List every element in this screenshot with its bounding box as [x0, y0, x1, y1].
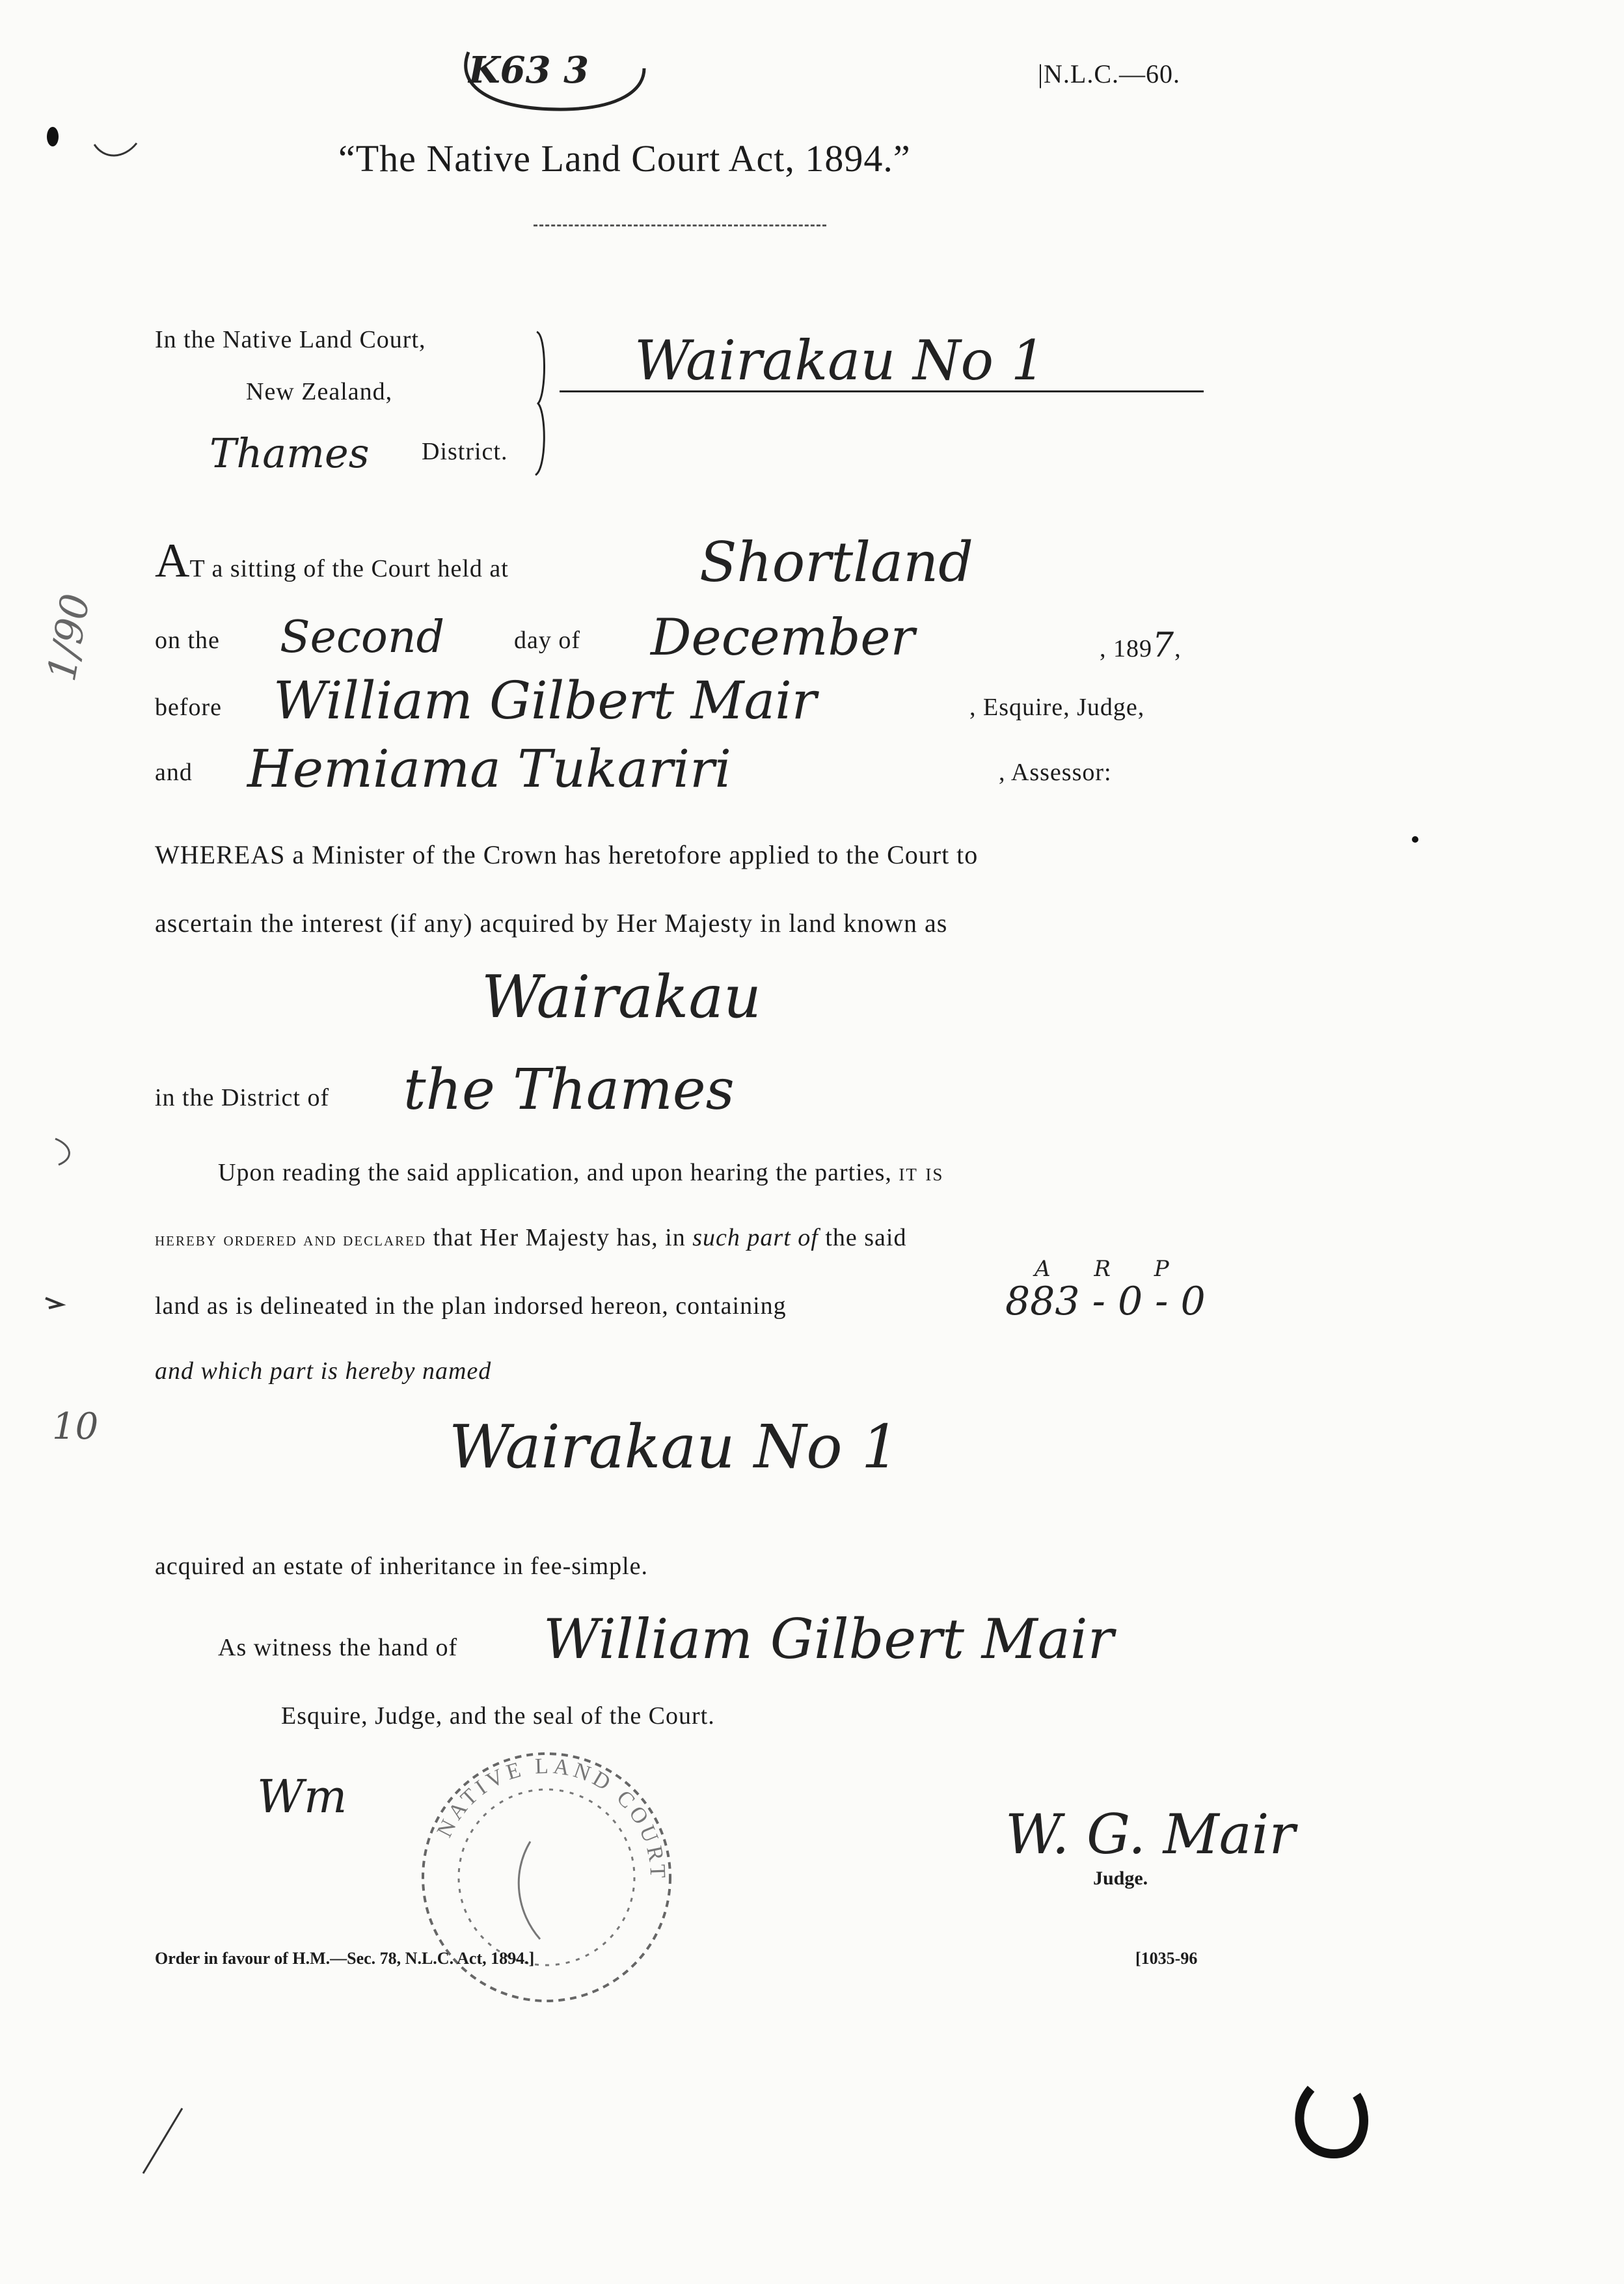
- initials-left: Wm: [257, 1770, 347, 1823]
- month-handwritten: December: [651, 608, 915, 667]
- reference-number: K63 3: [468, 49, 589, 92]
- and-label: and: [155, 759, 193, 786]
- page-title: “The Native Land Court Act, 1894.”: [338, 137, 911, 180]
- court-bracket: [530, 329, 556, 478]
- day-handwritten: Second: [280, 612, 445, 663]
- footer-left: Order in favour of H.M.—Sec. 78, N.L.C. Act, 1894.]: [155, 1949, 535, 1968]
- sitting-line-1: AT a sitting of the Court held at: [155, 534, 509, 588]
- judge-label: Judge.: [1093, 1868, 1148, 1889]
- district-of-label: in the District of: [155, 1084, 330, 1111]
- year: , 1897,: [1100, 626, 1182, 665]
- such-part-of: such part of: [692, 1224, 819, 1251]
- witness-line-2: Esquire, Judge, and the seal of the Court.: [281, 1702, 715, 1730]
- judge-title: , Esquire, Judge,: [969, 694, 1145, 721]
- court-line-2: New Zealand,: [246, 378, 393, 405]
- margin-slash: [137, 2102, 189, 2180]
- block-name-handwritten: Wairakau No 1: [634, 329, 1046, 392]
- margin-mark-1: [49, 1132, 81, 1171]
- margin-circle: [1285, 2076, 1376, 2167]
- margin-note: 10: [52, 1406, 99, 1448]
- margin-tick: [91, 137, 143, 163]
- title-rule: [534, 224, 826, 226]
- witness-name-handwritten: William Gilbert Mair: [543, 1607, 1114, 1671]
- margin-folio-note: 1/90: [39, 590, 100, 685]
- land-name-handwritten: Wairakau: [481, 963, 761, 1031]
- assessor-title: , Assessor:: [999, 759, 1112, 786]
- which-part-line: and which part is hereby named: [155, 1357, 492, 1385]
- margin-bullet: [47, 127, 59, 146]
- district-label: District.: [422, 438, 508, 465]
- whereas-line-2: ascertain the interest (if any) acquired by Her Majesty in land known as: [155, 908, 948, 938]
- acquired-line: acquired an estate of inheritance in fee-simple.: [155, 1553, 649, 1580]
- footer-right: [1035-96: [1135, 1949, 1198, 1968]
- land-as-line: land as is delineated in the plan indorsed hereon, containing: [155, 1292, 787, 1320]
- district-name-handwritten: the Thames: [403, 1057, 735, 1122]
- margin-dot: [1412, 836, 1418, 843]
- whereas-line-1: WHEREAS a Minister of the Crown has heretofore applied to the Court to: [155, 840, 979, 869]
- on-the-label: on the: [155, 627, 220, 654]
- upon-line-1: Upon reading the said application, and upon hearing the parties, it is: [218, 1159, 944, 1186]
- area-handwritten: 883 - 0 - 0: [1005, 1279, 1206, 1324]
- assessor-handwritten: Hemiama Tukariri: [247, 739, 731, 799]
- upon-line-2: hereby ordered and declared that Her Majesty has, in such part of the said: [155, 1224, 907, 1251]
- seal-text: NATIVE LAND COURT: [432, 1754, 670, 1883]
- judge-signature: W. G. Mair: [1005, 1802, 1295, 1866]
- it-is: it is: [899, 1159, 944, 1186]
- court-seal: [407, 1744, 693, 2024]
- margin-mark-2: [42, 1295, 68, 1311]
- judge-handwritten: William Gilbert Mair: [273, 670, 817, 731]
- part-name-handwritten: Wairakau No 1: [449, 1412, 900, 1482]
- district-handwritten: Thames: [210, 429, 370, 477]
- svg-text:NATIVE LAND COURT: [433, 1754, 670, 1883]
- witness-line-1: As witness the hand of: [218, 1634, 458, 1661]
- drop-cap: A: [155, 534, 190, 588]
- form-number: |N.L.C.—60.: [1038, 59, 1181, 88]
- day-of-label: day of: [514, 627, 581, 654]
- place-handwritten: Shortland: [699, 530, 973, 594]
- before-label: before: [155, 694, 223, 721]
- hereby-ordered: hereby ordered and declared: [155, 1229, 427, 1250]
- area-units: A R P: [1035, 1256, 1187, 1282]
- court-line-1: In the Native Land Court,: [155, 326, 426, 353]
- reference-circle: [449, 39, 664, 117]
